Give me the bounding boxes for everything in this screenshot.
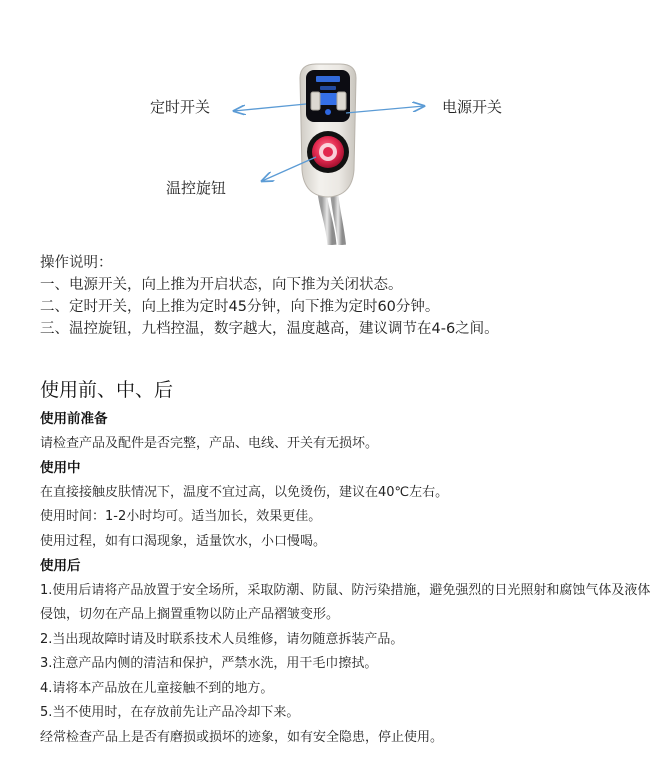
power-arrow (346, 106, 424, 113)
after-line: 2.当出现故障时请及时联系技术人员维修，请勿随意拆装产品。 (40, 631, 404, 647)
power-switch-label: 电源开关 (442, 98, 503, 116)
usage-section (40, 376, 652, 750)
section-title: 使用前、中、后 (40, 379, 174, 401)
timer-arrow (234, 104, 306, 111)
after-heading: 使用后 (40, 558, 81, 574)
instruction-line: 一、电源开关，向上推为开启状态，向下推为关闭状态。 (40, 277, 403, 293)
after-line: 3.注意产品内侧的清洁和保护，严禁水洗，用干毛巾擦拭。 (40, 656, 378, 671)
controller-illustration (0, 0, 661, 245)
instruction-line: 三、温控旋钮，九档控温，数字越大，温度越高，建议调节在4-6之间。 (40, 321, 499, 337)
after-line: 5.当不使用时，在存放前先让产品冷却下来。 (40, 705, 300, 720)
power-cord (322, 192, 342, 245)
after-line: 经常检查产品上是否有磨损或损坏的迹象，如有安全隐患，停止使用。 (40, 729, 444, 745)
during-line: 使用过程，如有口渴现象，适量饮水，小口慢喝。 (40, 533, 327, 549)
after-line: 1.使用后请将产品放置于安全场所，采取防潮、防鼠、防污染措施，避免强烈的日光照射和腐蚀气体及液体侵蚀，切勿在产品上搁置重物以防止产品褶皱变形。 (40, 582, 651, 622)
during-line: 在直接接触皮肤情况下，温度不宜过高，以免烫伤，建议在40℃左右。 (40, 484, 449, 500)
operating-instructions (40, 252, 650, 340)
instruction-line: 二、定时开关，向上推为定时45分钟，向下推为定时60分钟。 (40, 299, 440, 315)
instructions-heading: 操作说明： (40, 255, 113, 271)
before-heading: 使用前准备 (40, 411, 108, 427)
timer-switch[interactable] (311, 92, 320, 110)
timer-switch-label: 定时开关 (150, 98, 211, 116)
during-line: 使用时间：1-2小时均可。适当加长，效果更佳。 (40, 509, 322, 524)
controller-body (300, 64, 356, 197)
before-line: 请检查产品及配件是否完整，产品、电线、开关有无损坏。 (40, 435, 379, 451)
power-switch[interactable] (337, 92, 346, 110)
during-heading: 使用中 (40, 460, 81, 476)
after-line: 4.请将本产品放在儿童接触不到的地方。 (40, 680, 274, 696)
product-figure (0, 0, 661, 245)
temp-knob-label: 温控旋钮 (166, 179, 227, 197)
